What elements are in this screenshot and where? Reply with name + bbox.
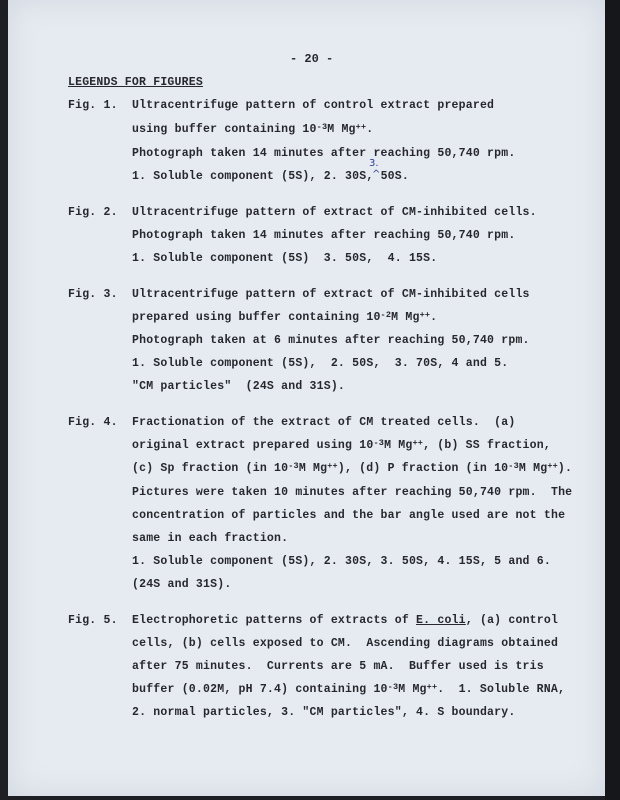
fig1-label: Fig. 1. — [68, 99, 118, 112]
fig5-line4: buffer (0.02M, pH 7.4) containing $10^{-3}M$ Mg++. 1. Soluble RNA, — [132, 682, 566, 696]
fig2-line1: Ultracentrifuge pattern of extract of CM-inhibited cells. — [132, 206, 537, 219]
fig1-line3: Photograph taken 14 minutes after reaching 50,740 rpm. — [132, 147, 516, 160]
paper-sheet — [8, 0, 605, 796]
fig3-line5: "CM particles" (24S and 31S). — [132, 380, 346, 393]
fig1-line1: Ultracentrifuge pattern of control extract prepared — [132, 99, 495, 112]
fig1-line2: using buffer containing $10^{-3}M$ Mg++. — [132, 122, 374, 136]
fig5-line3: after 75 minutes. Currents are 5 mA. Buffer used is tris — [132, 660, 544, 673]
fig2-line2: Photograph taken 14 minutes after reaching 50,740 rpm. — [132, 229, 516, 242]
fig4-line5: concentration of particles and the bar angle used are not the — [132, 509, 566, 522]
fig3-line1: Ultracentrifuge pattern of extract of CM-inhibited cells — [132, 288, 530, 301]
fig5-line5: 2. normal particles, 3. "CM particles", 4. S boundary. — [132, 706, 516, 719]
fig4-line4: Pictures were taken 10 minutes after reaching 50,740 rpm. The — [132, 486, 573, 499]
scanner-background — [605, 0, 620, 800]
fig4-line7: 1. Soluble component (5S), 2. 30S, 3. 50S, 4. 15S, 5 and 6. — [132, 555, 551, 568]
fig3-line2: prepared using buffer containing $10^{-2}M$ Mg++. — [132, 310, 438, 324]
fig5-label: Fig. 5. — [68, 614, 118, 627]
fig3-line4: 1. Soluble component (5S), 2. 50S, 3. 70S, 4 and 5. — [132, 357, 509, 370]
insertion-caret: ^ — [372, 169, 381, 180]
fig3-label: Fig. 3. — [68, 288, 118, 301]
fig5-line1: Electrophoretic patterns of extracts of E. coli, (a) control — [132, 614, 559, 627]
fig4-line2: original extract prepared using $10^{-3}M$ Mg++, (b) SS fraction, — [132, 438, 551, 452]
fig4-line8: (24S and 31S). — [132, 578, 232, 591]
fig5-line2: cells, (b) cells exposed to CM. Ascending diagrams obtained — [132, 637, 559, 650]
legend-heading: LEGENDS FOR FIGURES — [68, 76, 203, 89]
handwritten-insertion: 3. — [369, 158, 379, 169]
fig4-line3: (c) Sp fraction (in $10^{-3}M$ Mg++), (d) P fraction (in $10^{-3}M$ Mg++). — [132, 461, 573, 475]
fig2-label: Fig. 2. — [68, 206, 118, 219]
fig1-line4: 1. Soluble component (5S), 2. 30S, 50S. — [132, 170, 409, 183]
fig4-label: Fig. 4. — [68, 416, 118, 429]
page-number: - 20 - — [290, 52, 334, 66]
fig4-line1: Fractionation of the extract of CM treated cells. (a) — [132, 416, 516, 429]
fig3-line3: Photograph taken at 6 minutes after reaching 50,740 rpm. — [132, 334, 530, 347]
fig2-line3: 1. Soluble component (5S) 3. 50S, 4. 15S. — [132, 252, 438, 265]
fig4-line6: same in each fraction. — [132, 532, 289, 545]
